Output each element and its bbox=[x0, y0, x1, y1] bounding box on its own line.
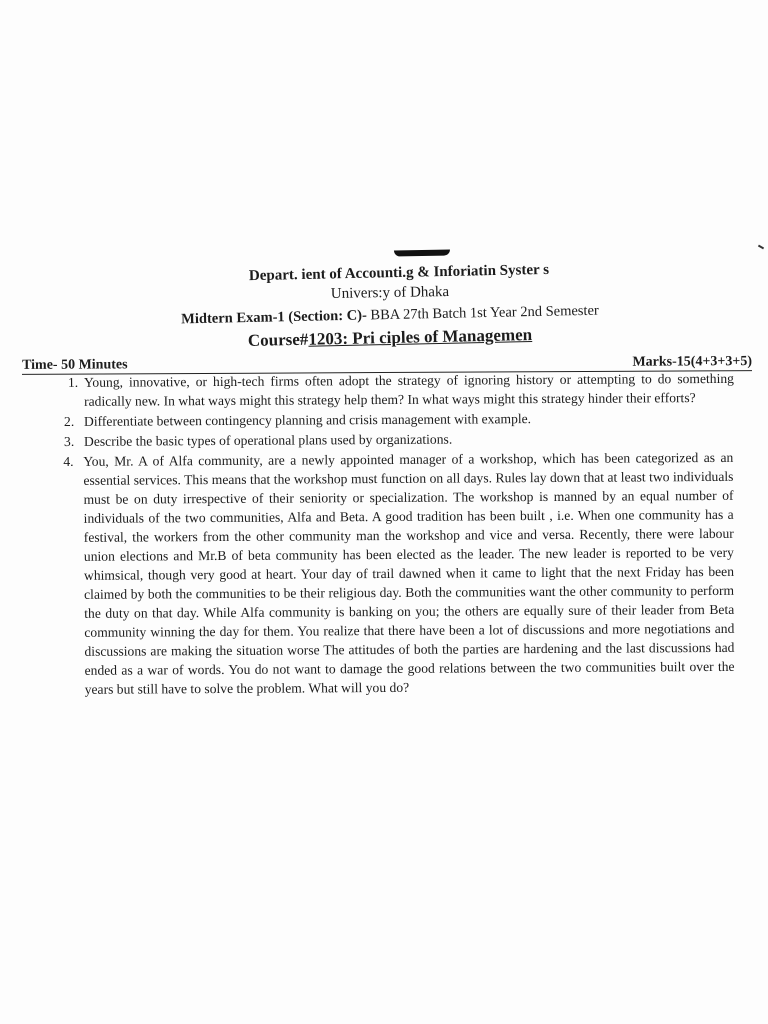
question-text: Describe the basic types of operational plans used by organizations. bbox=[83, 431, 453, 449]
exam-header bbox=[150, 262, 630, 349]
question-number: 4. bbox=[63, 453, 74, 469]
question-text: Differentiate between contingency planning and crisis management with example. bbox=[83, 411, 532, 429]
course-label: Course# bbox=[247, 329, 309, 350]
question-text: Young, innovative, or high-tech firms often adopt the strategy of ignoring history or attempting to do something radically new. In what ways might this strategy help them? In what ways might this strategy hinder their efforts? bbox=[83, 370, 734, 409]
question-list bbox=[34, 371, 734, 698]
scan-edge-mark bbox=[758, 245, 764, 250]
exam-title: Midtern Exam-1 (Section: C)- bbox=[181, 307, 367, 328]
batch-info: BBA 27th Batch 1st Year 2nd Semester bbox=[370, 302, 599, 324]
exam-meta bbox=[22, 354, 753, 373]
question-text: You, Mr. A of Alfa community, are a newly appointed manager of a workshop, which has been categorized as an essential services. This means that the workshop must function on all days. Rules lay down that at least two individuals must be on duty irrespective of their seniority or specialization. The workshop is manned by an equal number of individuals of the two communities, Alfa and Beta. A good tradition has been built , i.e. When one community has a festival, the workers from the other community man the workshop and vice and versa. Recently, there were labour union elections and Mr.B of beta community has been elected as the leader. The new leader is reported to be very whimsical, though very good at heart. Your day of trail dawned when it came to light that the next Friday has been claimed by both the communities to be their religious day. Both the communities want the other community to perform the duty on that day. While Alfa community is banking on you; the others are equally sure of their leader from Beta community winning the day for them. You realize that there have been a lot of discussions and more negotiations and discussions are making the situation worse The attitudes of both the parties are hardening and the last discussions had ended as a war of words. You do not want to damage the good relations between the two communities built over the years but still have to solve the problem. What will you do? bbox=[83, 449, 735, 697]
course-title: 1203: Pri ciples of Managemen bbox=[308, 325, 533, 349]
department-name: Depart. ient of Accounti.g & Inforiatin Syster s bbox=[248, 261, 550, 285]
scan-mark bbox=[394, 250, 450, 257]
time-limit: Time- 50 Minutes bbox=[22, 357, 128, 373]
total-marks: Marks-15(4+3+3+5) bbox=[632, 354, 753, 370]
question-number: 2. bbox=[63, 413, 75, 429]
question-number: 1. bbox=[67, 374, 79, 390]
university-name: Univers:y of Dhaka bbox=[330, 283, 450, 303]
question-number: 3. bbox=[63, 433, 75, 449]
question-item bbox=[34, 369, 734, 411]
question-item bbox=[33, 448, 734, 699]
